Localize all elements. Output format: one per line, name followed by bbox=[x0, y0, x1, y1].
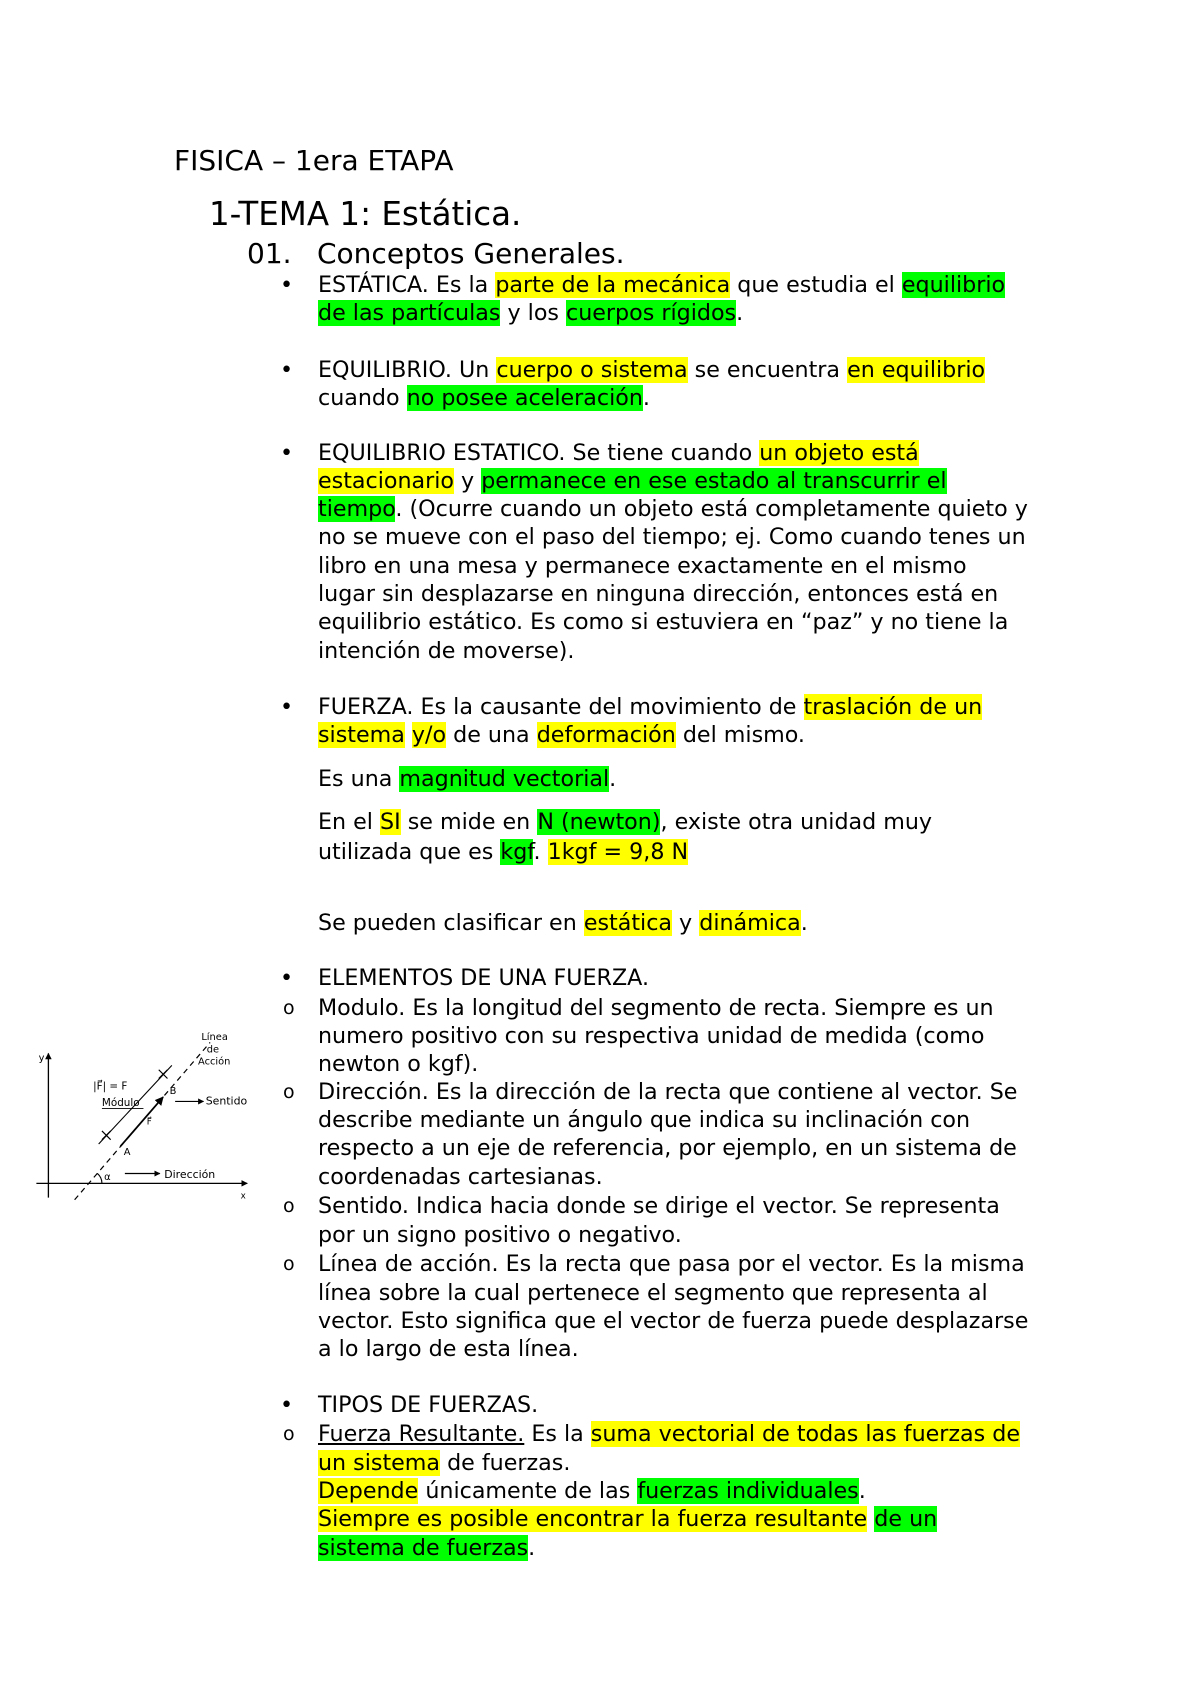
text-run: respecto a un eje de referencia, por ejemplo, en un sistema de bbox=[318, 1135, 1017, 1162]
text-line bbox=[318, 384, 1138, 412]
text-run: y bbox=[672, 909, 700, 936]
text-line bbox=[318, 1420, 1138, 1448]
text-run: se mide en bbox=[400, 809, 538, 836]
text-run: Dirección. Es la dirección de la recta que contiene al vector. Se bbox=[318, 1078, 1018, 1105]
fuerza-magnitude-note bbox=[318, 765, 1138, 793]
text-line bbox=[318, 467, 1138, 495]
bullet-marker: • bbox=[280, 965, 294, 992]
text-line bbox=[318, 439, 1138, 467]
text-run: lugar sin desplazarse en ninguna dirección, entonces está en bbox=[318, 581, 999, 608]
text-run: Sentido. Indica hacia donde se dirige el vector. Se representa bbox=[318, 1193, 1000, 1220]
text-line bbox=[318, 637, 1138, 665]
sub-bullet-marker: o bbox=[283, 996, 295, 1019]
text-run bbox=[405, 722, 412, 748]
fuerza-classification-note bbox=[318, 909, 1138, 937]
text-line bbox=[318, 1192, 1138, 1220]
text-run: Se pueden clasificar en bbox=[318, 909, 584, 936]
text-line bbox=[318, 1134, 1138, 1162]
highlight-yellow: Depende bbox=[318, 1477, 419, 1504]
sub-bullet-marker: o bbox=[283, 1253, 295, 1276]
text-run: libro en una mesa y permanece exactamente en el mismo bbox=[318, 552, 967, 579]
text-run: EQUILIBRIO. Un bbox=[318, 356, 497, 383]
text-run: por un signo positivo o negativo. bbox=[318, 1221, 682, 1248]
text-run: y bbox=[453, 467, 482, 494]
text-line bbox=[318, 838, 1138, 868]
text-run: . bbox=[736, 299, 744, 326]
highlight-yellow: un sistema bbox=[318, 1449, 441, 1476]
text-line bbox=[318, 1534, 1138, 1562]
highlight-green: cuerpos rígidos bbox=[566, 299, 737, 326]
text-run: TIPOS DE FUERZAS. bbox=[318, 1391, 539, 1418]
text-run: vector. Esto significa que el vector de fuerza puede desplazarse bbox=[318, 1307, 1029, 1334]
line-of-action-label-1: Línea bbox=[201, 1032, 228, 1044]
highlight-yellow: dinámica bbox=[699, 909, 801, 936]
highlight-yellow: parte de la mecánica bbox=[495, 271, 731, 298]
modulo-item bbox=[283, 994, 1138, 1079]
highlight-yellow: SI bbox=[380, 809, 401, 836]
text-run: Es la bbox=[524, 1421, 591, 1448]
text-run: únicamente de las bbox=[418, 1477, 638, 1504]
magnitude-label: |F⃗| = F bbox=[93, 1080, 128, 1093]
text-run: . bbox=[800, 909, 808, 936]
text-line bbox=[318, 271, 1138, 299]
highlight-green: N (newton) bbox=[537, 809, 661, 836]
text-run: y los bbox=[500, 299, 567, 326]
force-label: F⃗ bbox=[146, 1117, 152, 1128]
text-line bbox=[318, 1022, 1138, 1050]
text-run: no se mueve con el paso del tiempo; ej. Como cuando tenes un bbox=[318, 524, 1026, 551]
text-line bbox=[318, 994, 1138, 1022]
text-run: que estudia el bbox=[730, 271, 902, 298]
y-axis-label: y bbox=[38, 1053, 45, 1065]
text-line bbox=[318, 1449, 1138, 1477]
text-run: En el bbox=[318, 809, 381, 836]
highlight-yellow: traslación de un bbox=[803, 693, 983, 720]
highlight-green: tiempo bbox=[318, 496, 396, 523]
bullet-marker: • bbox=[280, 1391, 294, 1418]
text-run: se encuentra bbox=[687, 356, 848, 383]
highlight-yellow: Siempre es posible encontrar la fuerza resultante bbox=[318, 1506, 868, 1533]
text-run: línea sobre la cual pertenece el segmento que representa al bbox=[318, 1279, 988, 1306]
text-line bbox=[318, 1307, 1138, 1335]
sub-bullet-marker: o bbox=[283, 1195, 295, 1218]
text-run: intención de moverse). bbox=[318, 637, 575, 664]
linea-de-accion-item bbox=[283, 1250, 1138, 1363]
text-line bbox=[318, 1106, 1138, 1134]
highlight-yellow: deformación bbox=[536, 722, 676, 749]
text-line bbox=[318, 552, 1138, 580]
line-of-action-label-2: de bbox=[206, 1044, 220, 1056]
document-title: FISICA – 1era ETAPA bbox=[174, 144, 454, 177]
highlight-yellow: 1kgf = 9,8 N bbox=[547, 838, 689, 865]
text-line bbox=[318, 299, 1138, 327]
highlight-green: de un bbox=[874, 1506, 938, 1533]
bullet-marker: • bbox=[280, 356, 294, 383]
line-of-action-label-3: Acción bbox=[198, 1056, 231, 1068]
angle-label: α bbox=[104, 1172, 111, 1184]
highlight-yellow: cuerpo o sistema bbox=[496, 356, 688, 383]
text-line bbox=[318, 1078, 1138, 1106]
highlight-yellow: suma vectorial de todas las fuerzas de bbox=[590, 1421, 1020, 1448]
text-line bbox=[318, 1391, 1138, 1419]
text-line bbox=[318, 1221, 1138, 1249]
text-run: EQUILIBRIO ESTATICO. Se tiene cuando bbox=[318, 439, 760, 466]
fuerza-resultante-item bbox=[283, 1420, 1138, 1561]
module-end-cross bbox=[159, 1070, 168, 1079]
highlight-yellow: estacionario bbox=[318, 467, 454, 494]
highlight-green: fuerzas individuales bbox=[637, 1477, 859, 1504]
section-number: 01. bbox=[247, 237, 292, 270]
text-line bbox=[318, 1250, 1138, 1278]
text-run: describe mediante un ángulo que indica su inclinación con bbox=[318, 1107, 971, 1134]
text-line bbox=[318, 1279, 1138, 1307]
text-line bbox=[318, 765, 1138, 793]
text-run: ELEMENTOS DE UNA FUERZA. bbox=[318, 965, 650, 992]
text-line bbox=[318, 580, 1138, 608]
fuerza-definition bbox=[280, 693, 1138, 750]
text-line bbox=[318, 1505, 1138, 1533]
text-line bbox=[318, 495, 1138, 523]
section-title: Conceptos Generales. bbox=[317, 237, 625, 270]
bullet-marker: • bbox=[280, 271, 294, 298]
text-run: FUERZA. Es la causante del movimiento de bbox=[318, 693, 804, 720]
sense-label: Sentido bbox=[205, 1094, 248, 1108]
angle-arc bbox=[97, 1173, 102, 1183]
text-run: a lo largo de esta línea. bbox=[318, 1336, 579, 1363]
equilibrio-estatico-definition bbox=[280, 439, 1138, 665]
text-line bbox=[318, 909, 1138, 937]
text-run: newton o kgf). bbox=[318, 1051, 479, 1078]
bullet-marker: • bbox=[280, 439, 294, 466]
tipos-heading bbox=[280, 1391, 1138, 1419]
text-run: , existe otra unidad muy bbox=[660, 809, 933, 836]
text-run: del mismo. bbox=[675, 722, 805, 749]
text-line bbox=[318, 964, 1138, 992]
force-elements-diagram bbox=[20, 1014, 280, 1214]
sentido-item bbox=[283, 1192, 1138, 1249]
text-run: . bbox=[528, 1534, 536, 1561]
text-line bbox=[318, 1163, 1138, 1191]
x-axis-label: x bbox=[240, 1191, 246, 1202]
text-run: cuando bbox=[318, 384, 407, 411]
text-run: utilizada que es bbox=[318, 838, 501, 865]
text-line bbox=[318, 523, 1138, 551]
sub-bullet-marker: o bbox=[283, 1080, 295, 1103]
text-run: . bbox=[533, 838, 548, 865]
estatica-definition bbox=[280, 271, 1138, 328]
text-line bbox=[318, 608, 1138, 636]
sub-bullet-marker: o bbox=[283, 1423, 295, 1446]
text-line bbox=[318, 356, 1138, 384]
fuerza-units-note bbox=[318, 808, 1138, 867]
text-run: ESTÁTICA. Es la bbox=[318, 271, 496, 298]
text-run: Es una bbox=[318, 765, 400, 792]
highlight-green: kgf bbox=[500, 838, 534, 865]
text-run: Modulo. Es la longitud del segmento de recta. Siempre es un bbox=[318, 994, 994, 1021]
text-line bbox=[318, 1335, 1138, 1363]
highlight-yellow: en equilibrio bbox=[847, 356, 986, 383]
text-run: . bbox=[642, 384, 650, 411]
text-line bbox=[318, 808, 1138, 838]
underlined-term: Fuerza Resultante. bbox=[318, 1421, 525, 1448]
highlight-yellow: sistema bbox=[318, 722, 405, 749]
direction-label: Dirección bbox=[164, 1167, 216, 1181]
text-line bbox=[318, 693, 1138, 721]
highlight-green: permanece en ese estado al transcurrir el bbox=[481, 467, 947, 494]
text-run: de una bbox=[446, 722, 537, 749]
text-run: . (Ocurre cuando un objeto está completamente quieto y bbox=[395, 496, 1028, 523]
text-run: equilibrio estático. Es como si estuviera en “paz” y no tiene la bbox=[318, 609, 1009, 636]
direccion-item bbox=[283, 1078, 1138, 1191]
text-line bbox=[318, 1050, 1138, 1078]
text-run: . bbox=[609, 765, 617, 792]
text-line bbox=[318, 1477, 1138, 1505]
highlight-yellow: y/o bbox=[411, 722, 447, 749]
topic-heading: 1-TEMA 1: Estática. bbox=[209, 195, 522, 233]
highlight-green: magnitud vectorial bbox=[399, 765, 610, 792]
module-start-cross bbox=[102, 1131, 111, 1140]
text-run: de fuerzas. bbox=[440, 1449, 571, 1476]
highlight-green: sistema de fuerzas bbox=[318, 1534, 529, 1561]
highlight-green: no posee aceleración bbox=[406, 384, 643, 411]
text-run: . bbox=[858, 1477, 866, 1504]
bullet-marker: • bbox=[280, 693, 294, 720]
text-run: Línea de acción. Es la recta que pasa por el vector. Es la misma bbox=[318, 1251, 1025, 1278]
point-b-label: B bbox=[169, 1085, 177, 1097]
point-a-label: A bbox=[123, 1146, 131, 1158]
text-run: numero positivo con su respectiva unidad de medida (como bbox=[318, 1023, 985, 1050]
elementos-heading bbox=[280, 964, 1138, 992]
highlight-yellow: un objeto está bbox=[759, 439, 919, 466]
module-label: Módulo bbox=[101, 1096, 140, 1109]
highlight-yellow: estática bbox=[583, 909, 672, 936]
section-heading bbox=[0, 237, 1200, 271]
highlight-green: equilibrio bbox=[901, 271, 1006, 298]
highlight-green: de las partículas bbox=[318, 299, 501, 326]
text-line bbox=[318, 721, 1138, 749]
equilibrio-definition bbox=[280, 356, 1138, 413]
text-run: coordenadas cartesianas. bbox=[318, 1163, 603, 1190]
